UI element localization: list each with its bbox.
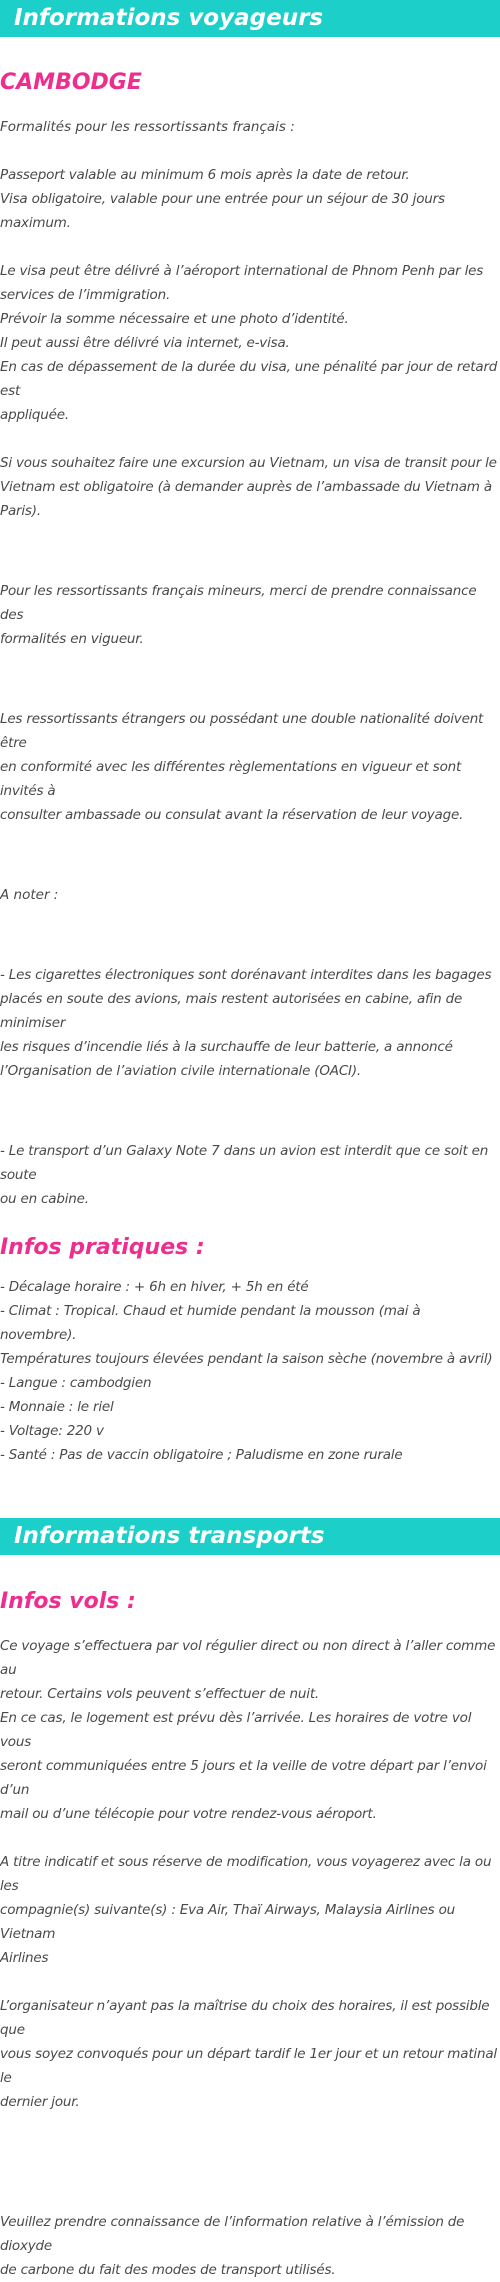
- voyageurs-banner: Informations voyageurs: [0, 0, 500, 37]
- transports-banner: Informations transports: [0, 1518, 500, 1555]
- organisateur-paragraph: L’organisateur n’ayant pas la maîtrise du choix des horaires, il est possible que vous soyez convoqués pour un départ tardif le 1er jour et un retour matinal le dernier jour.: [0, 1998, 497, 2110]
- cigarettes-paragraph: - Les cigarettes électroniques sont dorénavant interdites dans les bagages placés en soute des avions, mais restent autorisées en cabine, afin de minimiser les risques d’incendie liés à la surchauffe de leur batterie, a annoncé l’Organisation de l’aviation civile internationale (OACI).: [0, 967, 492, 1079]
- infos-pratiques-list: - Décalage horaire : + 6h en hiver, + 5h en été - Climat : Tropical. Chaud et humide pendant la mousson (mai à novembre). Températures toujours élevées pendant la saison sèche (novembre à avril) - Langue : cambodgien - Monnaie : le riel - Voltage: 220 v - Santé : Pas de vaccin obligatoire ; Paludisme en zone rurale: [0, 1279, 493, 1463]
- vietnam-transit-paragraph: Si vous souhaitez faire une excursion au Vietnam, un visa de transit pour le Vietnam est obligatoire (à demander auprès de l’ambassade du Vietnam à Paris).: [0, 455, 497, 519]
- infos-pratiques-title: Infos pratiques :: [0, 1235, 205, 1260]
- visa-paragraph: Le visa peut être délivré à l’aéroport international de Phnom Penh par les services de l’immigration. Prévoir la somme nécessaire et une photo d’identité. Il peut aussi être délivré via internet, e-visa. En cas de dépassement de la durée du visa, une pénalité par jour de retard est appliquée.: [0, 263, 498, 423]
- etrangers-paragraph: Les ressortissants étrangers ou possédant une double nationalité doivent être en conformité avec les différentes règlementations en vigueur et sont invités à consulter ambassade ou consulat avant la réservation de leur voyage.: [0, 711, 484, 823]
- a-noter-label: A noter :: [0, 887, 59, 903]
- mineurs-paragraph: Pour les ressortissants français mineurs, merci de prendre connaissance des formalités en vigueur.: [0, 583, 477, 647]
- infos-vols-title: Infos vols :: [0, 1589, 136, 1614]
- formalites-intro: Formalités pour les ressortissants français :: [0, 119, 295, 135]
- compagnies-paragraph: A titre indicatif et sous réserve de modification, vous voyagerez avec la ou les compagnie(s) suivante(s) : Eva Air, Thaï Airways, Malaysia Airlines ou Vietnam Airlines: [0, 1854, 492, 1966]
- galaxy-note-paragraph: - Le transport d’un Galaxy Note 7 dans un avion est interdit que ce soit en soute ou en cabine.: [0, 1143, 489, 1207]
- cambodge-title: CAMBODGE: [0, 70, 142, 95]
- vols-paragraph: Ce voyage s’effectuera par vol régulier direct ou non direct à l’aller comme au retour. Certains vols peuvent s’effectuer de nuit. En ce cas, le logement est prévu dès l’arrivée. Les horaires de votre vol vous seront communiquées entre 5 jours et la veille de votre départ par l’envoi d’un mail ou d’une télécopie pour votre rendez-vous aéroport.: [0, 1638, 496, 1822]
- co2-paragraph: Veuillez prendre connaissance de l’information relative à l’émission de dioxyde de carbone du fait des modes de transport utilisés.: [0, 2214, 465, 2278]
- passport-paragraph: Passeport valable au minimum 6 mois après la date de retour. Visa obligatoire, valable pour une entrée pour un séjour de 30 jours maximum.: [0, 167, 445, 231]
